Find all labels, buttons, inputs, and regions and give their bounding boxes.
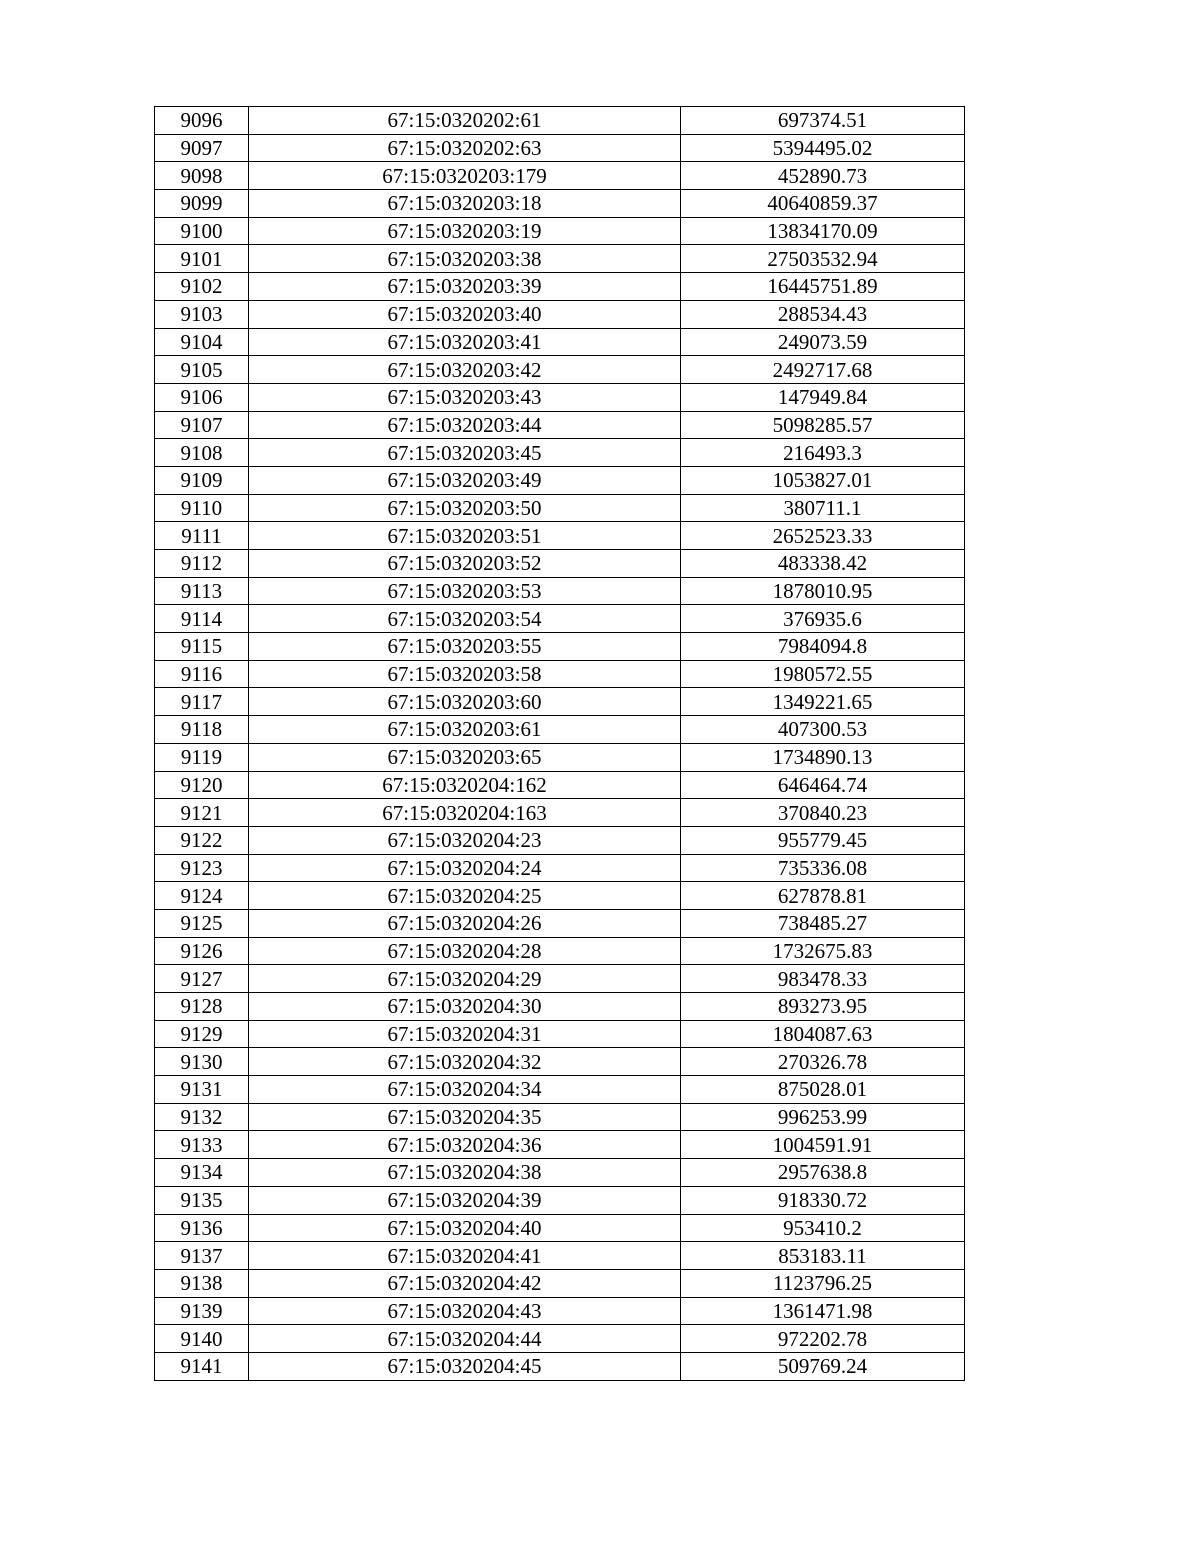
cadastral-value-table bbox=[154, 106, 965, 1381]
cadastral-number-cell: 67:15:0320204:28 bbox=[249, 937, 681, 965]
row-number-cell: 9139 bbox=[155, 1297, 249, 1325]
row-number-cell: 9110 bbox=[155, 494, 249, 522]
table-row bbox=[155, 1269, 965, 1297]
cadastral-number-cell: 67:15:0320203:65 bbox=[249, 743, 681, 771]
table-row bbox=[155, 1103, 965, 1131]
row-number-cell: 9135 bbox=[155, 1186, 249, 1214]
value-cell: 646464.74 bbox=[681, 771, 965, 799]
table-row bbox=[155, 854, 965, 882]
table-row bbox=[155, 1325, 965, 1353]
cadastral-number-cell: 67:15:0320203:42 bbox=[249, 356, 681, 384]
value-cell: 483338.42 bbox=[681, 550, 965, 578]
value-cell: 2492717.68 bbox=[681, 356, 965, 384]
row-number-cell: 9100 bbox=[155, 217, 249, 245]
value-cell: 1980572.55 bbox=[681, 660, 965, 688]
value-cell: 1053827.01 bbox=[681, 466, 965, 494]
value-cell: 5394495.02 bbox=[681, 134, 965, 162]
table-row bbox=[155, 494, 965, 522]
row-number-cell: 9111 bbox=[155, 522, 249, 550]
value-cell: 955779.45 bbox=[681, 826, 965, 854]
value-cell: 1004591.91 bbox=[681, 1131, 965, 1159]
row-number-cell: 9114 bbox=[155, 605, 249, 633]
value-cell: 893273.95 bbox=[681, 993, 965, 1021]
row-number-cell: 9108 bbox=[155, 439, 249, 467]
cadastral-number-cell: 67:15:0320204:38 bbox=[249, 1159, 681, 1187]
row-number-cell: 9141 bbox=[155, 1352, 249, 1380]
row-number-cell: 9133 bbox=[155, 1131, 249, 1159]
value-cell: 983478.33 bbox=[681, 965, 965, 993]
row-number-cell: 9122 bbox=[155, 826, 249, 854]
row-number-cell: 9125 bbox=[155, 909, 249, 937]
cadastral-number-cell: 67:15:0320204:163 bbox=[249, 799, 681, 827]
table-row bbox=[155, 439, 965, 467]
row-number-cell: 9109 bbox=[155, 466, 249, 494]
value-cell: 509769.24 bbox=[681, 1352, 965, 1380]
value-cell: 452890.73 bbox=[681, 162, 965, 190]
table-row bbox=[155, 134, 965, 162]
cadastral-number-cell: 67:15:0320203:179 bbox=[249, 162, 681, 190]
table-row bbox=[155, 107, 965, 135]
table-row bbox=[155, 799, 965, 827]
table-row bbox=[155, 605, 965, 633]
value-cell: 1349221.65 bbox=[681, 688, 965, 716]
row-number-cell: 9112 bbox=[155, 550, 249, 578]
table-row bbox=[155, 245, 965, 273]
table-row bbox=[155, 633, 965, 661]
cadastral-number-cell: 67:15:0320204:35 bbox=[249, 1103, 681, 1131]
cadastral-number-cell: 67:15:0320204:40 bbox=[249, 1214, 681, 1242]
cadastral-number-cell: 67:15:0320204:24 bbox=[249, 854, 681, 882]
cadastral-number-cell: 67:15:0320204:25 bbox=[249, 882, 681, 910]
row-number-cell: 9115 bbox=[155, 633, 249, 661]
value-cell: 996253.99 bbox=[681, 1103, 965, 1131]
value-cell: 270326.78 bbox=[681, 1048, 965, 1076]
value-cell: 288534.43 bbox=[681, 300, 965, 328]
row-number-cell: 9104 bbox=[155, 328, 249, 356]
value-cell: 147949.84 bbox=[681, 383, 965, 411]
cadastral-number-cell: 67:15:0320204:45 bbox=[249, 1352, 681, 1380]
cadastral-number-cell: 67:15:0320204:34 bbox=[249, 1076, 681, 1104]
value-cell: 40640859.37 bbox=[681, 190, 965, 218]
cadastral-number-cell: 67:15:0320204:162 bbox=[249, 771, 681, 799]
row-number-cell: 9097 bbox=[155, 134, 249, 162]
cadastral-number-cell: 67:15:0320204:41 bbox=[249, 1242, 681, 1270]
table-row bbox=[155, 1242, 965, 1270]
cadastral-number-cell: 67:15:0320203:49 bbox=[249, 466, 681, 494]
row-number-cell: 9129 bbox=[155, 1020, 249, 1048]
cadastral-number-cell: 67:15:0320204:42 bbox=[249, 1269, 681, 1297]
value-cell: 1361471.98 bbox=[681, 1297, 965, 1325]
row-number-cell: 9102 bbox=[155, 273, 249, 301]
value-cell: 380711.1 bbox=[681, 494, 965, 522]
cadastral-number-cell: 67:15:0320203:50 bbox=[249, 494, 681, 522]
cadastral-number-cell: 67:15:0320203:43 bbox=[249, 383, 681, 411]
cadastral-number-cell: 67:15:0320203:41 bbox=[249, 328, 681, 356]
value-cell: 875028.01 bbox=[681, 1076, 965, 1104]
row-number-cell: 9127 bbox=[155, 965, 249, 993]
value-cell: 216493.3 bbox=[681, 439, 965, 467]
row-number-cell: 9120 bbox=[155, 771, 249, 799]
value-cell: 376935.6 bbox=[681, 605, 965, 633]
cadastral-number-cell: 67:15:0320203:58 bbox=[249, 660, 681, 688]
row-number-cell: 9098 bbox=[155, 162, 249, 190]
table-row bbox=[155, 577, 965, 605]
table-body bbox=[155, 107, 965, 1381]
table-row bbox=[155, 466, 965, 494]
table-row bbox=[155, 190, 965, 218]
cadastral-number-cell: 67:15:0320204:36 bbox=[249, 1131, 681, 1159]
table-row bbox=[155, 522, 965, 550]
value-cell: 370840.23 bbox=[681, 799, 965, 827]
cadastral-number-cell: 67:15:0320203:19 bbox=[249, 217, 681, 245]
value-cell: 697374.51 bbox=[681, 107, 965, 135]
value-cell: 27503532.94 bbox=[681, 245, 965, 273]
table-row bbox=[155, 882, 965, 910]
cadastral-number-cell: 67:15:0320204:29 bbox=[249, 965, 681, 993]
row-number-cell: 9134 bbox=[155, 1159, 249, 1187]
cadastral-number-cell: 67:15:0320202:61 bbox=[249, 107, 681, 135]
cadastral-number-cell: 67:15:0320204:31 bbox=[249, 1020, 681, 1048]
row-number-cell: 9124 bbox=[155, 882, 249, 910]
cadastral-number-cell: 67:15:0320203:61 bbox=[249, 716, 681, 744]
cadastral-number-cell: 67:15:0320204:23 bbox=[249, 826, 681, 854]
value-cell: 249073.59 bbox=[681, 328, 965, 356]
row-number-cell: 9103 bbox=[155, 300, 249, 328]
table-row bbox=[155, 217, 965, 245]
row-number-cell: 9113 bbox=[155, 577, 249, 605]
row-number-cell: 9136 bbox=[155, 1214, 249, 1242]
value-cell: 13834170.09 bbox=[681, 217, 965, 245]
table-row bbox=[155, 909, 965, 937]
cadastral-number-cell: 67:15:0320203:45 bbox=[249, 439, 681, 467]
table-row bbox=[155, 937, 965, 965]
value-cell: 7984094.8 bbox=[681, 633, 965, 661]
value-cell: 1734890.13 bbox=[681, 743, 965, 771]
row-number-cell: 9118 bbox=[155, 716, 249, 744]
value-cell: 972202.78 bbox=[681, 1325, 965, 1353]
cadastral-number-cell: 67:15:0320204:32 bbox=[249, 1048, 681, 1076]
row-number-cell: 9116 bbox=[155, 660, 249, 688]
row-number-cell: 9137 bbox=[155, 1242, 249, 1270]
row-number-cell: 9132 bbox=[155, 1103, 249, 1131]
row-number-cell: 9131 bbox=[155, 1076, 249, 1104]
row-number-cell: 9126 bbox=[155, 937, 249, 965]
value-cell: 5098285.57 bbox=[681, 411, 965, 439]
value-cell: 953410.2 bbox=[681, 1214, 965, 1242]
table-row bbox=[155, 1020, 965, 1048]
table-row bbox=[155, 273, 965, 301]
table-row bbox=[155, 411, 965, 439]
row-number-cell: 9117 bbox=[155, 688, 249, 716]
value-cell: 2957638.8 bbox=[681, 1159, 965, 1187]
value-cell: 627878.81 bbox=[681, 882, 965, 910]
cadastral-number-cell: 67:15:0320203:51 bbox=[249, 522, 681, 550]
cadastral-number-cell: 67:15:0320203:18 bbox=[249, 190, 681, 218]
row-number-cell: 9101 bbox=[155, 245, 249, 273]
cadastral-number-cell: 67:15:0320203:44 bbox=[249, 411, 681, 439]
value-cell: 918330.72 bbox=[681, 1186, 965, 1214]
cadastral-number-cell: 67:15:0320204:44 bbox=[249, 1325, 681, 1353]
table-row bbox=[155, 1352, 965, 1380]
table-row bbox=[155, 383, 965, 411]
row-number-cell: 9096 bbox=[155, 107, 249, 135]
cadastral-number-cell: 67:15:0320203:60 bbox=[249, 688, 681, 716]
row-number-cell: 9119 bbox=[155, 743, 249, 771]
row-number-cell: 9138 bbox=[155, 1269, 249, 1297]
value-cell: 1123796.25 bbox=[681, 1269, 965, 1297]
value-cell: 853183.11 bbox=[681, 1242, 965, 1270]
table-row bbox=[155, 993, 965, 1021]
table-row bbox=[155, 328, 965, 356]
cadastral-number-cell: 67:15:0320203:39 bbox=[249, 273, 681, 301]
cadastral-number-cell: 67:15:0320202:63 bbox=[249, 134, 681, 162]
row-number-cell: 9123 bbox=[155, 854, 249, 882]
table-row bbox=[155, 743, 965, 771]
table-row bbox=[155, 1048, 965, 1076]
cadastral-number-cell: 67:15:0320204:43 bbox=[249, 1297, 681, 1325]
value-cell: 735336.08 bbox=[681, 854, 965, 882]
table-row bbox=[155, 716, 965, 744]
table-row bbox=[155, 771, 965, 799]
row-number-cell: 9099 bbox=[155, 190, 249, 218]
cadastral-number-cell: 67:15:0320203:55 bbox=[249, 633, 681, 661]
table-row bbox=[155, 1186, 965, 1214]
table-row bbox=[155, 1076, 965, 1104]
value-cell: 2652523.33 bbox=[681, 522, 965, 550]
table-row bbox=[155, 162, 965, 190]
row-number-cell: 9140 bbox=[155, 1325, 249, 1353]
row-number-cell: 9130 bbox=[155, 1048, 249, 1076]
row-number-cell: 9106 bbox=[155, 383, 249, 411]
cadastral-number-cell: 67:15:0320203:54 bbox=[249, 605, 681, 633]
value-cell: 1804087.63 bbox=[681, 1020, 965, 1048]
cadastral-number-cell: 67:15:0320204:30 bbox=[249, 993, 681, 1021]
cadastral-number-cell: 67:15:0320203:52 bbox=[249, 550, 681, 578]
row-number-cell: 9105 bbox=[155, 356, 249, 384]
value-cell: 1878010.95 bbox=[681, 577, 965, 605]
table-row bbox=[155, 300, 965, 328]
table-row bbox=[155, 356, 965, 384]
table-row bbox=[155, 965, 965, 993]
cadastral-number-cell: 67:15:0320204:39 bbox=[249, 1186, 681, 1214]
row-number-cell: 9121 bbox=[155, 799, 249, 827]
table-row bbox=[155, 1159, 965, 1187]
table-row bbox=[155, 1131, 965, 1159]
cadastral-number-cell: 67:15:0320204:26 bbox=[249, 909, 681, 937]
row-number-cell: 9128 bbox=[155, 993, 249, 1021]
value-cell: 16445751.89 bbox=[681, 273, 965, 301]
table-row bbox=[155, 550, 965, 578]
value-cell: 407300.53 bbox=[681, 716, 965, 744]
table-row bbox=[155, 1297, 965, 1325]
table-row bbox=[155, 660, 965, 688]
row-number-cell: 9107 bbox=[155, 411, 249, 439]
cadastral-number-cell: 67:15:0320203:38 bbox=[249, 245, 681, 273]
value-cell: 1732675.83 bbox=[681, 937, 965, 965]
cadastral-number-cell: 67:15:0320203:53 bbox=[249, 577, 681, 605]
table-row bbox=[155, 1214, 965, 1242]
table-row bbox=[155, 688, 965, 716]
cadastral-number-cell: 67:15:0320203:40 bbox=[249, 300, 681, 328]
value-cell: 738485.27 bbox=[681, 909, 965, 937]
table-row bbox=[155, 826, 965, 854]
